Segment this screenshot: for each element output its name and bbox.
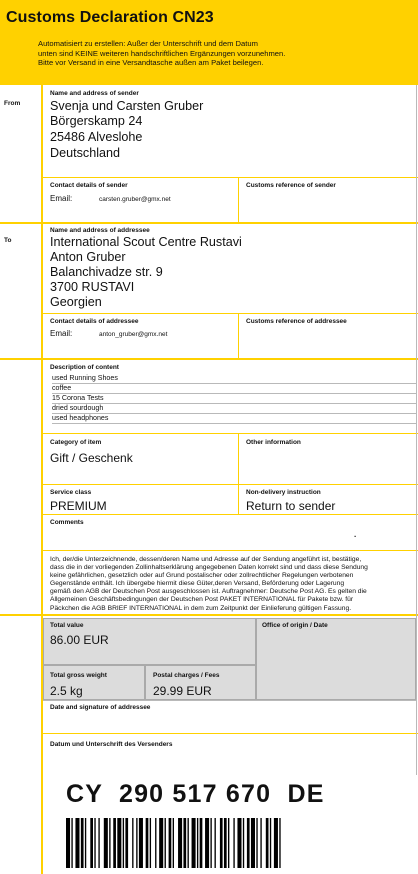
addressee-email: anton_gruber@gmx.net [99, 331, 168, 338]
barcode-bar [169, 818, 172, 868]
barcode-bar [90, 818, 93, 868]
divider-addressee-signature [43, 700, 416, 701]
declaration-text [50, 556, 416, 613]
divider-sender-ref [238, 177, 239, 222]
from-label: From [4, 100, 21, 107]
barcode-bar [159, 818, 163, 868]
barcode-bar [123, 818, 124, 868]
addressee-email-label: Email: [50, 329, 73, 338]
declaration-line: Allgemeinen Geschäftsbedingungen der Deutschen Post PAKET INTERNATIONAL für Pakete bzw. für [50, 596, 354, 604]
divider-service-comments [43, 514, 418, 515]
divider-category-service [43, 484, 418, 485]
barcode-bar [197, 818, 198, 868]
barcode-bar [188, 818, 189, 868]
divider-addressee-content [0, 358, 418, 360]
divider-content-category [43, 433, 418, 434]
barcode-bar [117, 818, 121, 868]
instruction-line: Bitte vor Versand in eine Versandtasche außen am Paket beilegen. [38, 58, 264, 68]
barcode-bar [94, 818, 95, 868]
barcode [66, 818, 354, 868]
addressee-address-label: Name and address of addressee [50, 227, 150, 234]
content-item: 15 Corona Tests [52, 394, 416, 404]
barcode-bar [220, 818, 223, 868]
category-value: Gift / Geschenk [50, 451, 133, 465]
divider-signature-blocks [43, 733, 418, 734]
declaration-line: keine gefährlichen, gesetzlich oder auf Grund postalischer oder zollrechtlicher Regelungen verbotenen [50, 572, 354, 580]
addressee-signature-label: Date and signature of addressee [50, 704, 151, 711]
barcode-bar [173, 818, 174, 868]
barcode-bar [125, 818, 128, 868]
content-item: used headphones [52, 414, 416, 424]
divider-sender-contact [43, 177, 418, 178]
addressee-customs-ref-label: Customs reference of addressee [246, 318, 347, 325]
content-description-label: Description of content [50, 364, 119, 371]
declaration-line: Päckchen die AGB BRIEF INTERNATIONAL in dem zum Zeitpunkt der Einlieferung gültigen Fassung. [50, 604, 352, 612]
declaration-line: dass die in der vorliegenden Zollinhaltserklärung angegebenen Daten korrekt sind und dass diese Sendung [50, 564, 368, 572]
divider-sender-addressee [0, 222, 418, 224]
barcode-bar [200, 818, 203, 868]
barcode-bar [113, 818, 116, 868]
postal-charges-label: Postal charges / Fees [153, 672, 220, 679]
divider-other-info [238, 433, 239, 514]
header-instructions [38, 39, 413, 68]
right-border [416, 85, 417, 775]
form-title: Customs Declaration CN23 [6, 9, 214, 26]
addressee-contact-label: Contact details of addressee [50, 318, 139, 325]
total-value: 86.00 EUR [50, 633, 109, 647]
divider-addressee-contact [43, 313, 418, 314]
sender-signature-label: Datum und Unterschrift des Versenders [50, 741, 173, 748]
barcode-bar [266, 818, 269, 868]
sender-customs-ref-label: Customs reference of sender [246, 182, 336, 189]
non-delivery-value: Return to sender [246, 499, 336, 513]
office-of-origin-label: Office of origin / Date [262, 622, 328, 629]
office-of-origin-box [256, 618, 416, 700]
addressee-city: 3700 RUSTAVI [50, 280, 135, 294]
barcode-bar [150, 818, 151, 868]
instruction-line: unten sind KEINE weiteren handschriftlichen Ergänzungen vorzunehmen. [38, 48, 286, 58]
instruction-line: Automatisiert zu erstellen: Außer der Unterschrift und dem Datum [38, 39, 258, 48]
tracking-number: CY 290 517 670 DE [66, 780, 325, 808]
barcode-bar [178, 818, 182, 868]
sender-contact-label: Contact details of sender [50, 182, 128, 189]
content-item: dried sourdough [52, 404, 416, 414]
barcode-bar [136, 818, 137, 868]
barcode-bar [66, 818, 70, 868]
barcode-bar [155, 818, 156, 868]
barcode-bar [146, 818, 149, 868]
barcode-bar [109, 818, 110, 868]
addressee-country: Georgien [50, 295, 102, 309]
barcode-bar [237, 818, 241, 868]
declaration-line: Ich, der/die Unterzeichnende, dessen/deren Name und Adresse auf der Sendung angeführt ist, bestätige, [50, 556, 362, 563]
divider-addressee-ref [238, 313, 239, 358]
barcode-bar [183, 818, 186, 868]
to-label: To [4, 237, 12, 244]
sender-country: Deutschland [50, 146, 121, 160]
declaration-line: gemäß den AGB der Deutschen Post ausgeschlossen ist. Auftragnehmer: Deutsche Post AG. Es gelten die [50, 588, 367, 596]
other-information-label: Other information [246, 439, 301, 446]
postal-charges: 29.99 EUR [153, 684, 212, 698]
sender-city: 25486 Alveslohe [50, 130, 143, 144]
sender-email-label: Email: [50, 194, 73, 203]
service-class-value: PREMIUM [50, 499, 107, 513]
left-column-divider [41, 85, 43, 874]
barcode-bar [270, 818, 271, 868]
content-item: coffee [52, 384, 416, 394]
barcode-bar [251, 818, 255, 868]
barcode-bar [192, 818, 196, 868]
sender-street: Börgerskamp 24 [50, 114, 143, 128]
divider-comments-declaration [43, 550, 418, 551]
barcode-bar [98, 818, 99, 868]
addressee-organisation: International Scout Centre Rustavi [50, 235, 242, 249]
barcode-bar [75, 818, 79, 868]
non-delivery-label: Non-delivery instruction [246, 489, 321, 496]
barcode-bar [71, 818, 72, 868]
addressee-name: Anton Gruber [50, 250, 126, 264]
barcode-bar [165, 818, 166, 868]
sender-name: Svenja und Carsten Gruber [50, 99, 204, 113]
gross-weight-label: Total gross weight [50, 672, 107, 679]
barcode-bar [233, 818, 234, 868]
sender-address-label: Name and address of sender [50, 90, 139, 97]
barcode-bar [215, 818, 216, 868]
category-label: Category of item [50, 439, 102, 446]
service-class-label: Service class [50, 489, 92, 496]
barcode-bar [260, 818, 261, 868]
barcode-bar [228, 818, 229, 868]
divider-declaration-values [0, 614, 418, 616]
addressee-street: Balanchivadze str. 9 [50, 265, 163, 279]
total-value-label: Total value [50, 622, 84, 629]
barcode-bar [205, 818, 209, 868]
barcode-bar [139, 818, 143, 868]
barcode-bar [104, 818, 108, 868]
barcode-bar [224, 818, 227, 868]
barcode-bar [85, 818, 86, 868]
barcode-bar [274, 818, 278, 868]
barcode-bar [247, 818, 250, 868]
comments-value: . [354, 530, 357, 539]
gross-weight: 2.5 kg [50, 684, 83, 698]
barcode-bar [243, 818, 244, 868]
barcode-bar [279, 818, 280, 868]
barcode-bar [210, 818, 211, 868]
content-item: used Running Shoes [52, 374, 416, 384]
declaration-line: Gegenstände enthält. Ich übergebe hiermit diese Güter,deren Versand, Beförderung oder Lagerung [50, 580, 345, 588]
barcode-bars [66, 818, 281, 868]
barcode-bar [132, 818, 133, 868]
comments-label: Comments [50, 519, 84, 526]
barcode-bar [81, 818, 84, 868]
barcode-bar [256, 818, 257, 868]
sender-email: carsten.gruber@gmx.net [99, 196, 171, 203]
